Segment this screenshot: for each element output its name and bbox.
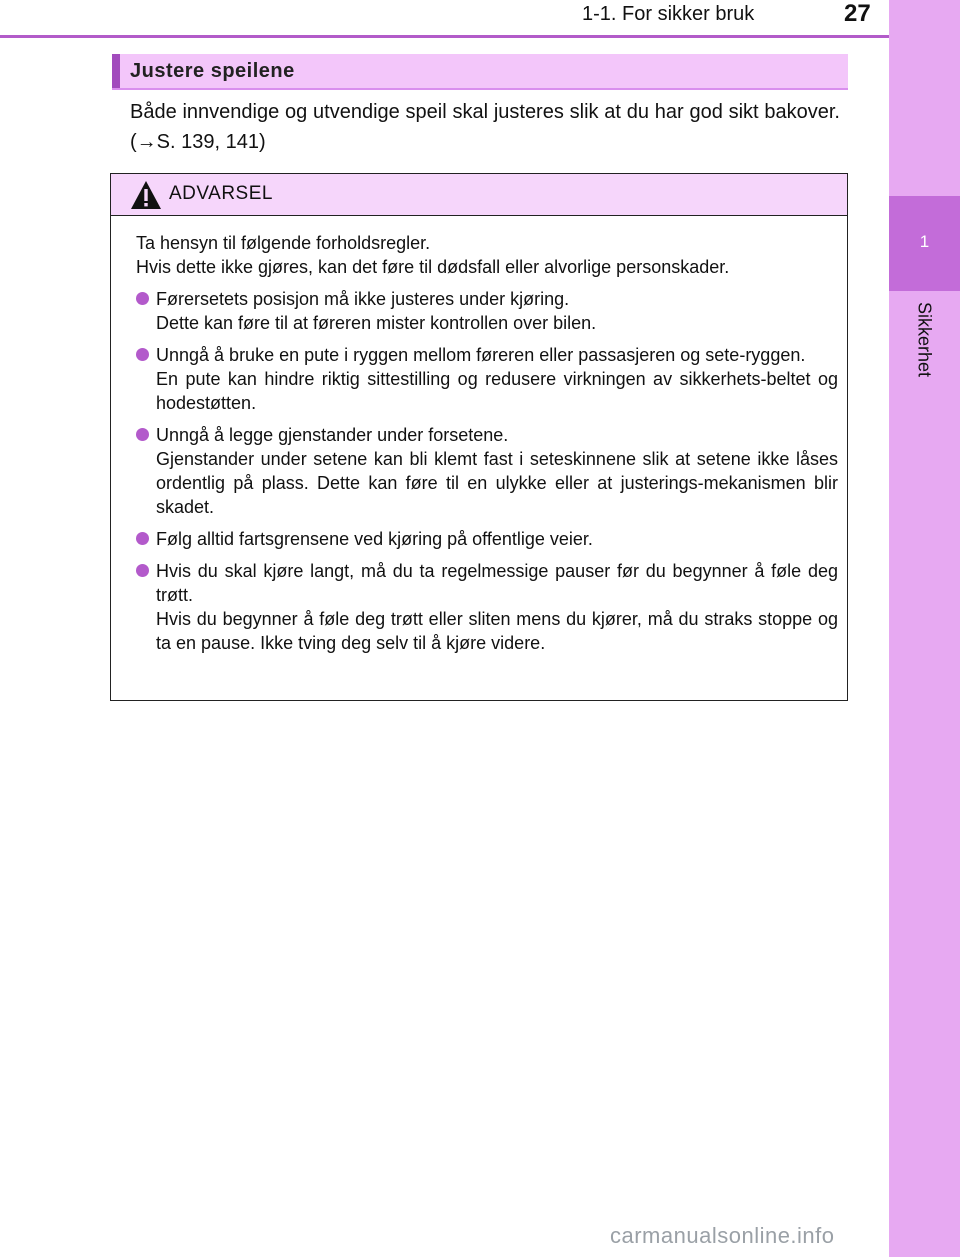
warning-item-text: Gjenstander under setene kan bli klemt fast i seteskinnene slik at setene ikke låses ordentlig på plass. Dette kan føre til en ulykke eller at justerings-mekanismen blir skadet. — [156, 449, 838, 517]
warning-list-item — [136, 527, 838, 551]
warning-triangle-icon — [129, 179, 163, 211]
warning-intro-line: Ta hensyn til følgende forholdsregler. — [136, 233, 431, 253]
warning-item-text: Unngå å legge gjenstander under forsetene. — [156, 425, 509, 445]
warning-list-item — [136, 423, 838, 519]
warning-header — [111, 174, 847, 216]
warning-intro-line: Hvis dette ikke gjøres, kan det føre til dødsfall eller alvorlige personskader. — [136, 257, 730, 277]
warning-list-item — [136, 343, 838, 415]
chapter-name: Sikkerhet — [914, 302, 935, 378]
bullet-icon — [136, 532, 149, 545]
intro-paragraph: Både innvendige og utvendige speil skal justeres slik at du har god sikt bakover. (→S. 139, 141) — [130, 101, 840, 153]
bullet-icon — [136, 292, 149, 305]
watermark: carmanualsonline.info — [610, 1223, 835, 1248]
warning-list-item — [136, 559, 838, 655]
warning-item-text: Førersetets posisjon må ikke justeres under kjøring. — [156, 289, 570, 309]
section-heading-bar — [112, 54, 848, 90]
header-section-title: 1-1. For sikker bruk — [582, 3, 755, 25]
warning-item-text: Hvis du begynner å føle deg trøtt eller sliten mens du kjører, må du straks stoppe og ta en pause. Ikke tving deg selv til å kjøre videre. — [156, 609, 838, 653]
bullet-icon — [136, 428, 149, 441]
section-heading: Justere speilene — [130, 60, 295, 82]
warning-item-text: Hvis du skal kjøre langt, må du ta regelmessige pauser før du begynner å føle deg trøtt. — [156, 561, 838, 605]
warning-list-item — [136, 287, 838, 335]
bullet-icon — [136, 564, 149, 577]
warning-box — [110, 173, 848, 701]
warning-item-text: En pute kan hindre riktig sittestilling og redusere virkningen av sikkerhets-beltet og hodestøtten. — [156, 369, 838, 413]
warning-title: ADVARSEL — [169, 183, 273, 204]
heading-accent — [112, 54, 120, 88]
warning-item-text: Unngå å bruke en pute i ryggen mellom føreren eller passasjeren og sete-ryggen. — [156, 345, 806, 365]
page-number: 27 — [844, 0, 871, 27]
warning-item-text: Følg alltid fartsgrensene ved kjøring på offentlige veier. — [156, 529, 593, 549]
warning-list — [136, 287, 838, 655]
warning-body — [136, 231, 838, 655]
warning-item-text: Dette kan føre til at føreren mister kontrollen over bilen. — [156, 313, 597, 333]
bullet-icon — [136, 348, 149, 361]
chapter-number: 1 — [919, 232, 930, 251]
chapter-side-tab — [889, 0, 960, 1257]
header-rule — [0, 35, 889, 38]
